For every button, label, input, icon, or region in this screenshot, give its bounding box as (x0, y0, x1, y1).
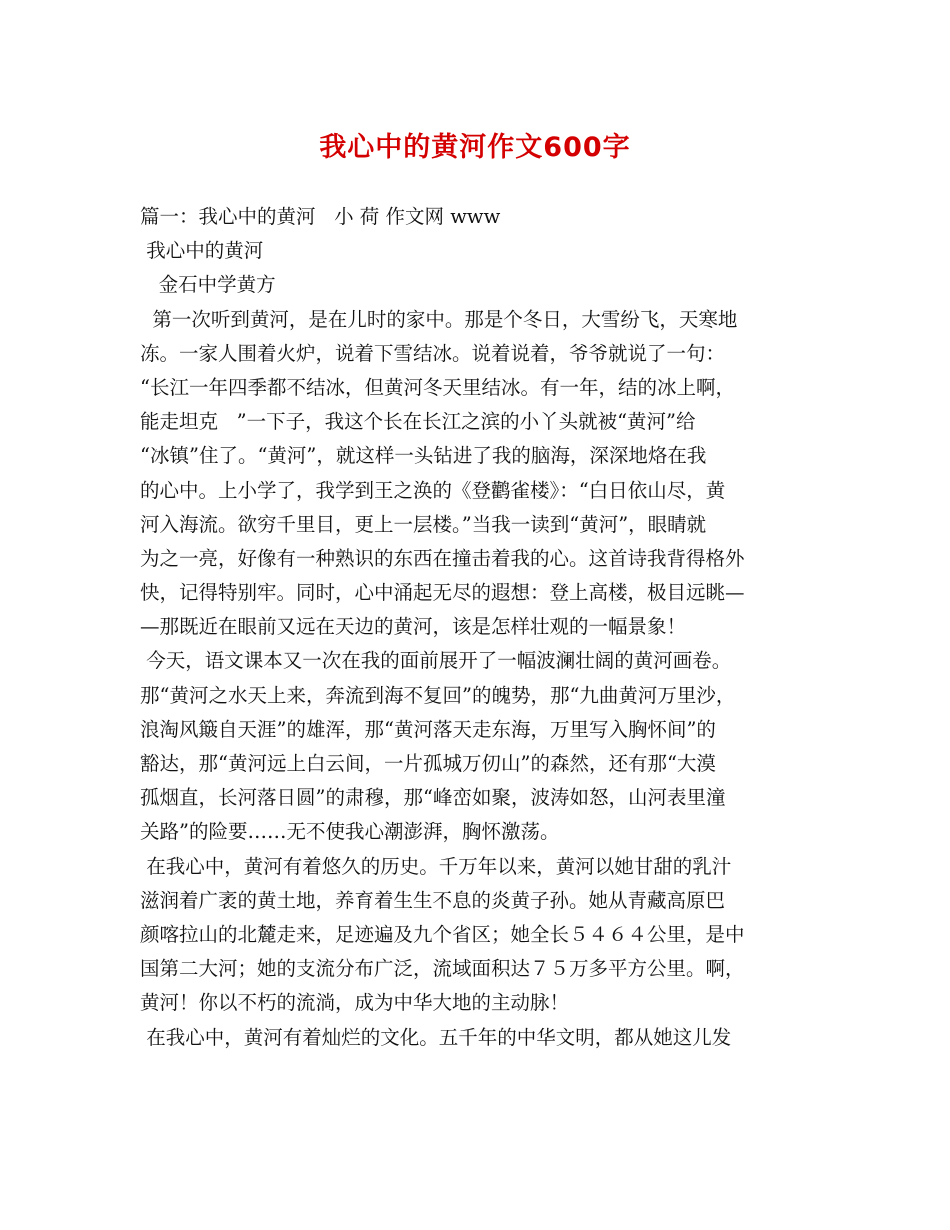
text-line: 能走坦克 ”一下子，我这个长在长江之滨的小丫头就被“黄河”给 (140, 410, 696, 434)
text-line: 冻。一家人围着火炉，说着下雪结冰。说着说着，爷爷就说了一句： (140, 341, 726, 365)
text-line: 第一次听到黄河，是在儿时的家中。那是个冬日，大雪纷飞，天寒地 (140, 307, 738, 331)
text-line: 那“黄河之水天上来，奔流到海不复回”的魄势，那“九曲黄河万里沙， (140, 683, 736, 707)
text-line: 今天，语文课本又一次在我的面前展开了一幅波澜壮阔的黄河画卷。 (140, 649, 732, 673)
text-line: 国第二大河；她的支流分布广泛，流域面积达７５万多平方公里。啊， (140, 957, 745, 981)
text-line: “长江一年四季都不结冰，但黄河冬天里结冰。有一年，结的冰上啊， (140, 375, 735, 399)
document-title: 我心中的黄河作文600字 (319, 132, 631, 163)
text-line: 篇一：我心中的黄河 小 荷 作文网 www (140, 205, 501, 228)
text-line: 快，记得特别牢。同时，心中涌起无尽的遐想：登上高楼，极目远眺— (140, 581, 745, 605)
text-line: 孤烟直，长河落日圆”的肃穆，那“峰峦如聚，波涛如怒，山河表里潼 (140, 786, 726, 810)
text-line: 黄河！你以不朽的流淌，成为中华大地的主动脉！ (140, 991, 570, 1015)
text-line: 豁达，那“黄河远上白云间，一片孤城万仞山”的森然，还有那“大漠 (140, 752, 716, 775)
text-line: 金石中学黄方 (140, 273, 276, 297)
document-body (140, 200, 830, 1055)
text-line: 浪淘风簸自天涯”的雄浑，那“黄河落天走东海，万里写入胸怀间”的 (140, 717, 716, 741)
text-line: 滋润着广袤的黄土地，养育着生生不息的炎黄子孙。她从青藏高原巴 (140, 888, 726, 912)
text-line: “冰镇”住了。“黄河”，就这样一头钻进了我的脑海，深深地烙在我 (140, 444, 707, 468)
text-line: 颜喀拉山的北麓走来，足迹遍及九个省区；她全长５４６４公里，是中 (140, 922, 745, 946)
text-line: 为之一亮，好像有一种熟识的东西在撞击着我的心。这首诗我背得格外 (140, 546, 745, 570)
text-line: 在我心中，黄河有着悠久的历史。千万年以来，黄河以她甘甜的乳汁 (140, 854, 732, 878)
text-line: 关路”的险要……无不使我心潮澎湃，胸怀激荡。 (140, 820, 560, 844)
text-line: 的心中。上小学了，我学到王之涣的《登鹳雀楼》：“白日依山尽，黄 (140, 478, 726, 502)
text-line: 在我心中，黄河有着灿烂的文化。五千年的中华文明，都从她这儿发 (140, 1025, 732, 1049)
text-line: —那既近在眼前又远在天边的黄河，该是怎样壮观的一幅景象！ (140, 615, 687, 639)
text-line: 我心中的黄河 (140, 239, 264, 263)
text-line: 河入海流。欲穷千里目，更上一层楼。”当我一读到“黄河”，眼睛就 (140, 512, 707, 536)
